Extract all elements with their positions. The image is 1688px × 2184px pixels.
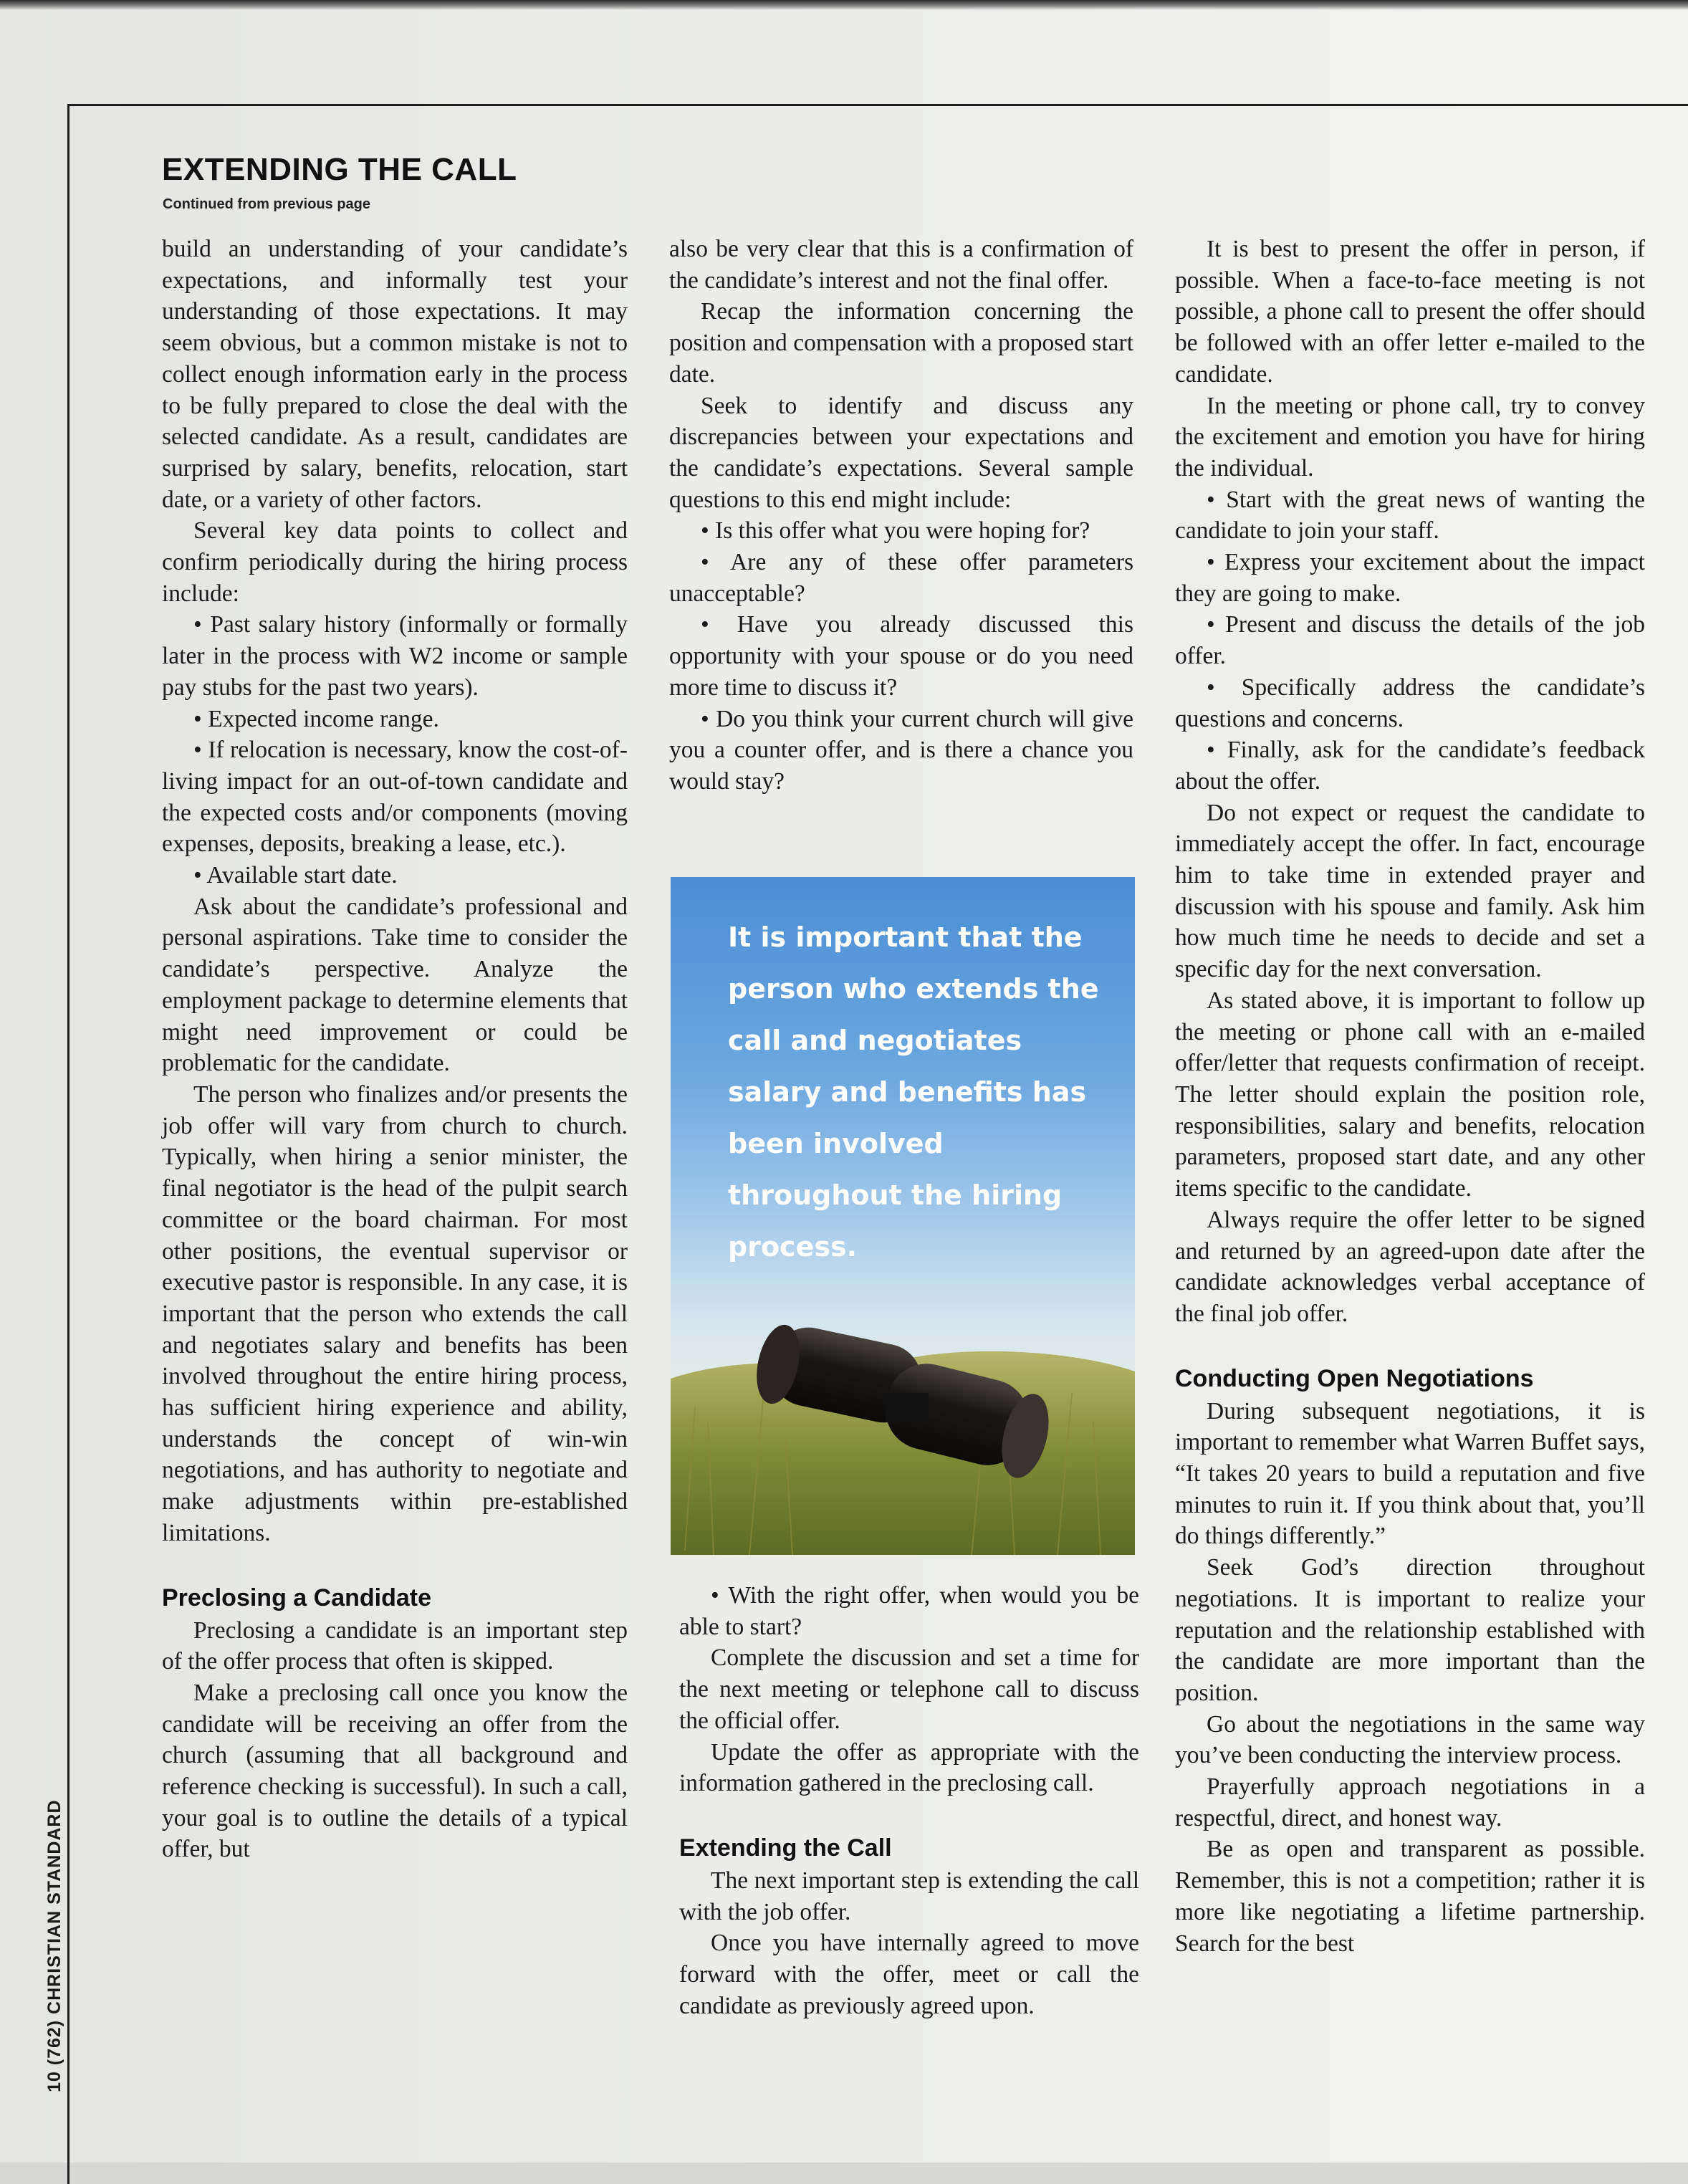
paragraph: Make a preclosing call once you know the candidate will be receiving an offer from the church (assuming that all background and reference checking is successful). In such a call, your goal is to outline the details of a typical offer, but bbox=[162, 1679, 628, 1863]
pullquote-text: It is important that the person who extends the call and negotiates salary and benefits has been involved throughout the hiring process. bbox=[728, 921, 1099, 1263]
paragraph: Once you have internally agreed to move forward with the offer, meet or call the candidate as previously agreed upon. bbox=[679, 1930, 1139, 2019]
paragraph: Recap the information concerning the position and compensation with a proposed start date. bbox=[669, 298, 1133, 388]
bullet-item: • If relocation is necessary, know the cost-of-living impact for an out-of-town candidate and the expected costs and/or components (moving expenses, deposits, breaking a lease, etc.). bbox=[162, 737, 628, 858]
paragraph: Be as open and transparent as possible. Remember, this is not a competition; rather it is more like negotiating a lifetime partnership. Search for the best bbox=[1175, 1836, 1645, 1957]
page-edge-shadow bbox=[0, 0, 1688, 10]
left-column bbox=[162, 234, 628, 1865]
bullet-item: • Available start date. bbox=[193, 862, 398, 889]
middle-column-top bbox=[669, 234, 1133, 798]
paragraph: Seek God’s direction throughout negotiations. It is important to realize your reputation and the relationship established with the candidate are more important than the position. bbox=[1175, 1554, 1645, 1706]
bullet-item: • Past salary history (informally or formally later in the process with W2 income or sample pay stubs for the past two years). bbox=[162, 611, 628, 701]
bullet-item: • Specifically address the candidate’s questions and concerns. bbox=[1175, 674, 1645, 732]
bullet-item: • With the right offer, when would you be able to start? bbox=[679, 1582, 1139, 1640]
paragraph: Complete the discussion and set a time for the next meeting or telephone call to discuss the official offer. bbox=[679, 1644, 1139, 1734]
paragraph: As stated above, it is important to follow up the meeting or phone call with an e-mailed offer/letter that requests confirmation of receipt. The letter should explain the position role, responsibilities, salary and benefits, relocation parameters, proposed start date, and any other items specific to the candidate. bbox=[1175, 987, 1645, 1202]
bullet-item: • Expected income range. bbox=[193, 705, 439, 732]
paragraph: In the meeting or phone call, try to convey the excitement and emotion you have for hiring the individual. bbox=[1175, 392, 1645, 482]
section-heading-negotiations: Conducting Open Negotiations bbox=[1175, 1364, 1534, 1392]
paragraph: It is best to present the offer in person, if possible. When a face-to-face meeting is not possible, a phone call to present the offer should be followed with an offer letter e-mailed to the candidate. bbox=[1175, 236, 1645, 388]
paragraph: During subsequent negotiations, it is important to remember what Warren Buffet says, “It takes 20 years to build a reputation and five minutes to ruin it. If you think about that, you’ll do things differently.” bbox=[1175, 1397, 1645, 1550]
page-folio: 10 (762) CHRISTIAN STANDARD bbox=[44, 1799, 64, 2092]
right-column bbox=[1175, 234, 1645, 1959]
bullet-item: • Is this offer what you were hoping for? bbox=[701, 517, 1090, 545]
bullet-item: • Present and discuss the details of the job offer. bbox=[1175, 611, 1645, 670]
paragraph: The next important step is extending the call with the job offer. bbox=[679, 1867, 1139, 1925]
paragraph: Go about the negotiations in the same way you’ve been conducting the interview process. bbox=[1175, 1710, 1645, 1769]
bullet-item: • Start with the great news of wanting the candidate to join your staff. bbox=[1175, 486, 1645, 545]
paragraph: Preclosing a candidate is an important step of the offer process that often is skipped. bbox=[162, 1617, 628, 1675]
paragraph: Always require the offer letter to be signed and returned by an agreed-upon date after the candidate acknowledges verbal acceptance of the final job offer. bbox=[1175, 1206, 1645, 1327]
bullet-item: • Do you think your current church will give you a counter offer, and is there a chance you would stay? bbox=[669, 705, 1133, 795]
pullquote-image bbox=[671, 877, 1135, 1555]
bullet-item: • Express your excitement about the impact they are going to make. bbox=[1175, 549, 1645, 607]
paragraph: Ask about the candidate’s professional and personal aspirations. Take time to consider the candidate’s perspective. Analyze the employment package to determine elements that might need improvement or could be problematic for the candidate. bbox=[162, 893, 628, 1077]
paragraph: Prayerfully approach negotiations in a respectful, direct, and honest way. bbox=[1175, 1773, 1645, 1831]
bullet-item: • Finally, ask for the candidate’s feedback about the offer. bbox=[1175, 737, 1645, 795]
paragraph: Update the offer as appropriate with the information gathered in the preclosing call. bbox=[679, 1738, 1139, 1797]
paragraph: build an understanding of your candidate’s expectations, and informally test your understanding of those expectations. It may seem obvious, but a common mistake is not to collect enough information early in the process to be fully prepared to close the deal with the selected candidate. As a result, candidates are surprised by salary, benefits, relocation, start date, or a variety of other factors. bbox=[162, 236, 628, 513]
section-heading-extending: Extending the Call bbox=[679, 1834, 892, 1862]
paragraph: Several key data points to collect and confirm periodically during the hiring process include: bbox=[162, 517, 628, 607]
bullet-item: • Are any of these offer parameters unacceptable? bbox=[669, 549, 1133, 607]
page-title: EXTENDING THE CALL bbox=[162, 152, 517, 187]
paragraph: The person who finalizes and/or presents the job offer will vary from church to church. Typically, when hiring a senior minister, the final negotiator is the head of the pulpit search committee or the board chairman. For most other positions, the eventual supervisor or executive pastor is responsible. In any case, it is important that the person who extends the call and negotiates salary and benefits has been involved throughout the entire hiring process, has sufficient hiring experience and ability, understands the concept of win-win negotiations, and has authority to negotiate and make adjustments within pre-established limitations. bbox=[162, 1081, 628, 1546]
middle-column-bottom bbox=[679, 1580, 1139, 2021]
paragraph: Do not expect or request the candidate to immediately accept the offer. In fact, encourage him to take time in extended prayer and discussion with his spouse and family. Ask him how much time he needs to decide and set a specific day for the next conversation. bbox=[1175, 799, 1645, 983]
paragraph: Seek to identify and discuss any discrepancies between your expectations and the candidate’s expectations. Several sample questions to this end might include: bbox=[669, 392, 1133, 513]
paragraph: also be very clear that this is a confirmation of the candidate’s interest and not the final offer. bbox=[669, 236, 1133, 294]
section-heading-preclosing: Preclosing a Candidate bbox=[162, 1584, 431, 1611]
bullet-item: • Have you already discussed this opportunity with your spouse or do you need more time to discuss it? bbox=[669, 611, 1133, 701]
continued-note: Continued from previous page bbox=[163, 196, 371, 212]
